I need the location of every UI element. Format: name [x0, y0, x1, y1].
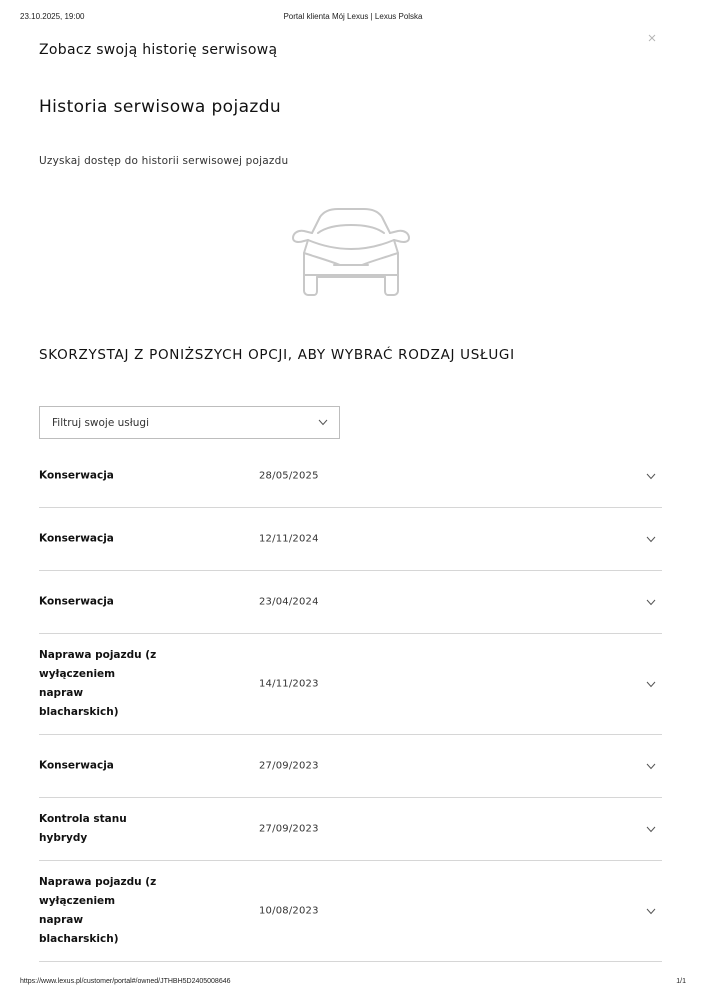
service-date: 12/11/2024	[259, 533, 319, 545]
chevron-down-icon[interactable]	[646, 763, 656, 770]
print-url: https://www.lexus.pl/customer/portal#/owned/JTHBH5D2405008646	[20, 978, 231, 985]
service-date: 28/05/2025	[259, 470, 319, 482]
service-type: Konserwacja	[39, 759, 114, 772]
service-row[interactable]	[39, 508, 662, 571]
service-filter-dropdown[interactable]	[39, 406, 340, 439]
page-subtitle: Uzyskaj dostęp do historii serwisowej pojazdu	[39, 155, 289, 167]
service-type: Naprawa pojazdu (z wyłączeniem napraw blacharskich)	[39, 876, 157, 945]
service-row[interactable]	[39, 571, 662, 634]
print-date: 23.10.2025, 19:00	[20, 12, 85, 21]
page-title: Historia serwisowa pojazdu	[39, 97, 282, 117]
chevron-down-icon[interactable]	[646, 681, 656, 688]
print-page-number: 1/1	[676, 978, 686, 985]
service-filter-label: Filtruj swoje usługi	[52, 417, 149, 429]
modal-heading: Zobacz swoją historię serwisową	[39, 42, 278, 58]
service-history-list	[39, 445, 662, 962]
chevron-down-icon[interactable]	[646, 599, 656, 606]
print-footer	[0, 978, 706, 990]
close-icon[interactable]	[647, 33, 657, 43]
service-row[interactable]	[39, 798, 662, 861]
service-date: 27/09/2023	[259, 823, 319, 835]
service-type: Konserwacja	[39, 595, 114, 608]
service-type: Konserwacja	[39, 469, 114, 482]
service-row[interactable]	[39, 634, 662, 735]
print-header	[0, 12, 706, 24]
print-page-title: Portal klienta Mój Lexus | Lexus Polska	[283, 12, 423, 21]
service-date: 27/09/2023	[259, 760, 319, 772]
service-row[interactable]	[39, 735, 662, 798]
service-type: Konserwacja	[39, 532, 114, 545]
chevron-down-icon[interactable]	[646, 473, 656, 480]
chevron-down-icon[interactable]	[646, 908, 656, 915]
chevron-down-icon[interactable]	[646, 826, 656, 833]
service-date: 14/11/2023	[259, 678, 319, 690]
service-type-heading: SKORZYSTAJ Z PONIŻSZYCH OPCJI, ABY WYBRAĆ RODZAJ USŁUGI	[39, 347, 515, 363]
chevron-down-icon[interactable]	[646, 536, 656, 543]
service-date: 10/08/2023	[259, 905, 319, 917]
service-type: Kontrola stanu hybrydy	[39, 813, 127, 844]
service-row[interactable]	[39, 861, 662, 962]
chevron-down-icon	[318, 419, 328, 426]
service-row[interactable]	[39, 445, 662, 508]
service-type: Naprawa pojazdu (z wyłączeniem napraw blacharskich)	[39, 649, 157, 718]
service-date: 23/04/2024	[259, 596, 319, 608]
car-front-icon	[290, 205, 412, 299]
